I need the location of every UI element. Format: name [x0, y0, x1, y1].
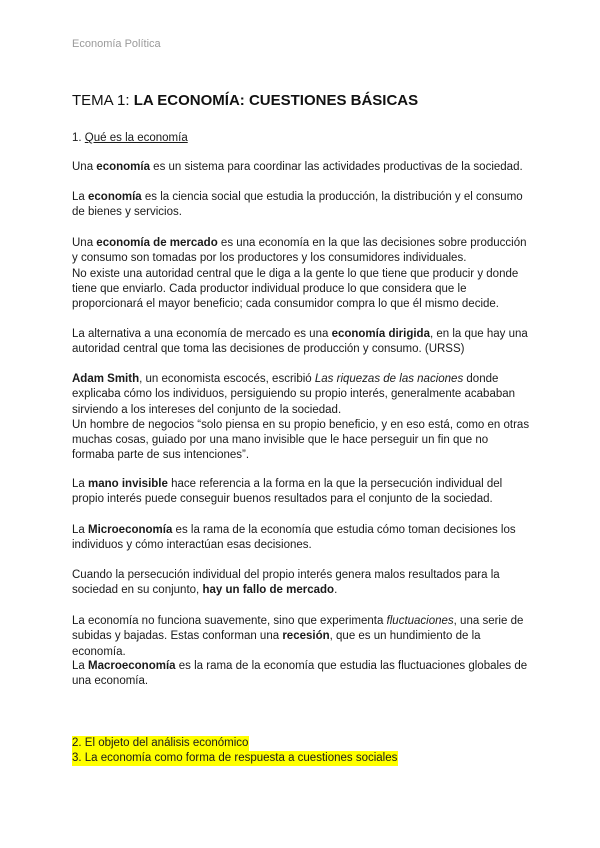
highlighted-section-2: 2. El objeto del análisis económico [72, 736, 249, 751]
bold-term: economía [96, 161, 150, 173]
bold-term: Macroeconomía [88, 660, 176, 672]
paragraph-economia-sistema [72, 160, 532, 175]
text: es la ciencia social que estudia la producción, la distribución y el consumo de bienes y servicios. [72, 191, 523, 219]
italic-term: fluctuaciones [386, 615, 454, 627]
bold-term: Adam Smith [72, 373, 140, 385]
document-title [72, 92, 418, 109]
bold-term: economía [88, 191, 142, 203]
paragraph-economia-mercado [72, 236, 532, 312]
text: es un sistema para coordinar las actividades productivas de la sociedad. [149, 161, 523, 173]
text: No existe una autoridad central que le diga a la gente lo que tiene que producir y donde tiene que enviarlo. Cada productor individual produce lo que considera que le proporcionará el mayor beneficio; cada consumidor compra lo que él mismo decide. [72, 267, 519, 311]
text: La economía no funciona suavemente, sino que experimenta [72, 615, 387, 627]
running-header: Economía Política [72, 38, 161, 50]
text: La [72, 478, 88, 490]
bold-term: economía de mercado [96, 237, 218, 249]
section-number: 1. [72, 132, 85, 144]
paragraph-microeconomia [72, 523, 532, 554]
text: es la rama de la economía que estudia cómo toman decisiones los individuos y cómo interactúan esas decisiones. [72, 524, 516, 552]
text: La [72, 660, 88, 672]
title-prefix: TEMA 1: [72, 92, 134, 109]
highlighted-section-3: 3. La economía como forma de respuesta a cuestiones sociales [72, 751, 398, 766]
text: Cuando la persecución individual del propio interés genera malos resultados para la sociedad en su conjunto, [72, 569, 500, 597]
text: , un economista escocés, escribió [139, 373, 315, 385]
paragraph-mano-invisible [72, 477, 532, 508]
paragraph-fluctuaciones [72, 614, 532, 660]
text: , que es un hundimiento de la economía. [72, 630, 481, 658]
bold-term: mano invisible [88, 478, 168, 490]
text: . [334, 584, 338, 597]
section-heading [72, 132, 188, 144]
text: La alternativa a una economía de mercado es una [72, 328, 332, 340]
text: La [72, 191, 88, 203]
paragraph-economia-dirigida [72, 327, 532, 358]
bold-term: Microeconomía [88, 524, 173, 536]
bold-term: hay un fallo de mercado [202, 584, 335, 597]
paragraph-fallo-mercado [72, 568, 532, 599]
paragraph-adam-smith [72, 372, 532, 464]
bold-term: economía dirigida [331, 328, 430, 340]
text: donde explicaba cómo los individuos, persiguiendo su propio interés, generalmente acababan sirviendo a los intereses del conjunto de la sociedad. [72, 373, 516, 416]
text: Una [72, 237, 97, 249]
text: , en la que hay una autoridad central que toma las decisiones de producción y consumo. (URSS) [72, 328, 528, 356]
text: La [72, 524, 88, 536]
text: hace referencia a la forma en la que la persecución individual del propio interés puede conseguir buenos resultados para el conjunto de la sociedad. [72, 478, 503, 506]
title-main: LA ECONOMÍA: CUESTIONES BÁSICAS [133, 92, 419, 109]
text: es una economía en la que las decisiones sobre producción y consumo son tomadas por los productores y los consumidores individuales. [72, 237, 527, 265]
paragraph-economia-ciencia [72, 190, 532, 221]
bold-term: recesión [282, 630, 330, 643]
text: Una [72, 161, 97, 173]
text: Un hombre de negocios “solo piensa en su propio beneficio, y en eso está, como en otras muchas cosas, guiado por una mano invisible que le hace perseguir un fin que no formaba parte de sus intenciones”. [72, 418, 530, 462]
text: , una serie de subidas y bajadas. Estas conforman una [72, 615, 524, 643]
italic-term: Las riquezas de las naciones [314, 373, 464, 385]
paragraph-macroeconomia [72, 659, 532, 690]
text: es la rama de la economía que estudia las fluctuaciones globales de una economía. [72, 660, 528, 688]
section-heading-text: Qué es la economía [84, 132, 188, 144]
